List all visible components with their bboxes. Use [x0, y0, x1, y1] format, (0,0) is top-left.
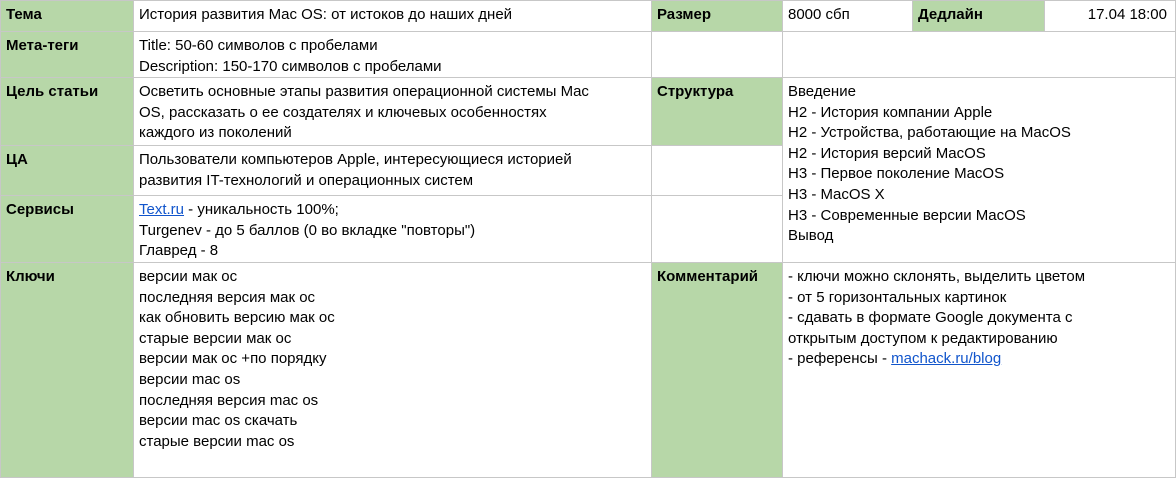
meta-description-line: Description: 150-170 символов с пробелами [139, 57, 442, 75]
structure-line-6: H3 - MacOS X [788, 185, 885, 203]
structure-value-cell[interactable] [783, 78, 1176, 263]
comment-line-4: открытым доступом к редактированию [788, 329, 1058, 347]
comment-value-cell[interactable] [783, 263, 1176, 478]
services-line-1 [139, 200, 646, 221]
key-line-1: версии мак ос [139, 268, 238, 285]
meta-title-line: Title: 50-60 символов с пробелами [139, 37, 378, 54]
topic-label-cell[interactable] [0, 0, 134, 32]
deadline-label: Дедлайн [918, 6, 983, 23]
machack-link[interactable]: machack.ru/blog [891, 350, 1002, 368]
empty-cell-r2-c4[interactable] [783, 32, 1176, 78]
textru-link[interactable]: Text.ru [139, 201, 185, 218]
key-line-8: версии mac os скачать [139, 412, 298, 430]
comment-line-2: - от 5 горизонтальных картинок [788, 288, 1007, 306]
audience-value-cell[interactable] [134, 146, 652, 196]
comment-line-5-prefix: - референсы - [788, 350, 892, 368]
comment-line-5 [788, 349, 1170, 370]
goal-value-cell[interactable] [134, 78, 652, 146]
comment-line-3: - сдавать в формате Google документа с [788, 309, 1073, 327]
size-value-cell[interactable] [783, 0, 913, 32]
key-line-4: старые версии мак ос [139, 329, 292, 347]
key-line-2: последняя версия мак ос [139, 288, 316, 306]
keys-label: Ключи [6, 268, 55, 285]
size-label-cell[interactable] [652, 0, 783, 32]
keys-label-cell[interactable] [0, 263, 134, 478]
structure-line-7: H3 - Современные версии MacOS [788, 206, 1026, 224]
comment-label: Комментарий [657, 268, 759, 285]
topic-value: История развития Mac OS: от истоков до наших дней [139, 6, 513, 23]
empty-cell-r2-c3[interactable] [652, 32, 783, 78]
services-value-cell[interactable] [134, 196, 652, 263]
audience-line-1: Пользователи компьютеров Apple, интересующиеся историей [139, 151, 572, 168]
meta-tags-label: Мета-теги [6, 37, 79, 54]
key-line-5: версии мак ос +по порядку [139, 350, 327, 368]
deadline-value-cell[interactable] [1045, 0, 1176, 32]
structure-label-cell[interactable] [652, 78, 783, 146]
structure-line-3: H2 - Устройства, работающие на MacOS [788, 124, 1071, 142]
audience-label-cell[interactable] [0, 146, 134, 196]
goal-line-1: Осветить основные этапы развития операционной системы Mac [139, 83, 589, 100]
topic-value-cell[interactable] [134, 0, 652, 32]
comment-label-cell[interactable] [652, 263, 783, 478]
size-label: Размер [657, 6, 712, 23]
services-label: Сервисы [6, 201, 74, 218]
deadline-label-cell[interactable] [913, 0, 1045, 32]
goal-label-cell[interactable] [0, 78, 134, 146]
deadline-value: 17.04 18:00 [1087, 6, 1167, 23]
services-line-2: Turgenev - до 5 баллов (0 во вкладке "повторы") [139, 221, 476, 239]
key-line-7: последняя версия mac os [139, 391, 319, 409]
goal-line-2: OS, рассказать о ее создателях и ключевых особенностях [139, 103, 547, 121]
keys-value-cell[interactable] [134, 263, 652, 478]
key-line-9: старые версии mac os [139, 432, 295, 450]
structure-line-5: H3 - Первое поколение MacOS [788, 165, 1005, 183]
topic-label: Тема [6, 6, 42, 23]
empty-cell-r5-c3[interactable] [652, 196, 783, 263]
services-line-3: Главред - 8 [139, 242, 219, 260]
meta-tags-label-cell[interactable] [0, 32, 134, 78]
empty-cell-r4-c3[interactable] [652, 146, 783, 196]
key-line-3: как обновить версию мак ос [139, 309, 335, 327]
structure-line-1: Введение [788, 83, 856, 100]
structure-label: Структура [657, 83, 734, 100]
structure-line-4: H2 - История версий MacOS [788, 144, 986, 162]
structure-line-2: H2 - История компании Apple [788, 103, 993, 121]
audience-label: ЦА [6, 151, 28, 168]
goal-label: Цель статьи [6, 83, 99, 100]
key-line-6: версии mac os [139, 370, 241, 388]
services-label-cell[interactable] [0, 196, 134, 263]
meta-tags-value-cell[interactable] [134, 32, 652, 78]
size-value: 8000 сбп [788, 6, 850, 23]
audience-line-2: развития IT-технологий и операционных систем [139, 171, 474, 189]
services-line-1-rest: - уникальность 100%; [184, 201, 339, 218]
structure-line-8: Вывод [788, 227, 834, 245]
goal-line-3: каждого из поколений [139, 124, 292, 142]
comment-line-1: - ключи можно склонять, выделить цветом [788, 268, 1086, 285]
